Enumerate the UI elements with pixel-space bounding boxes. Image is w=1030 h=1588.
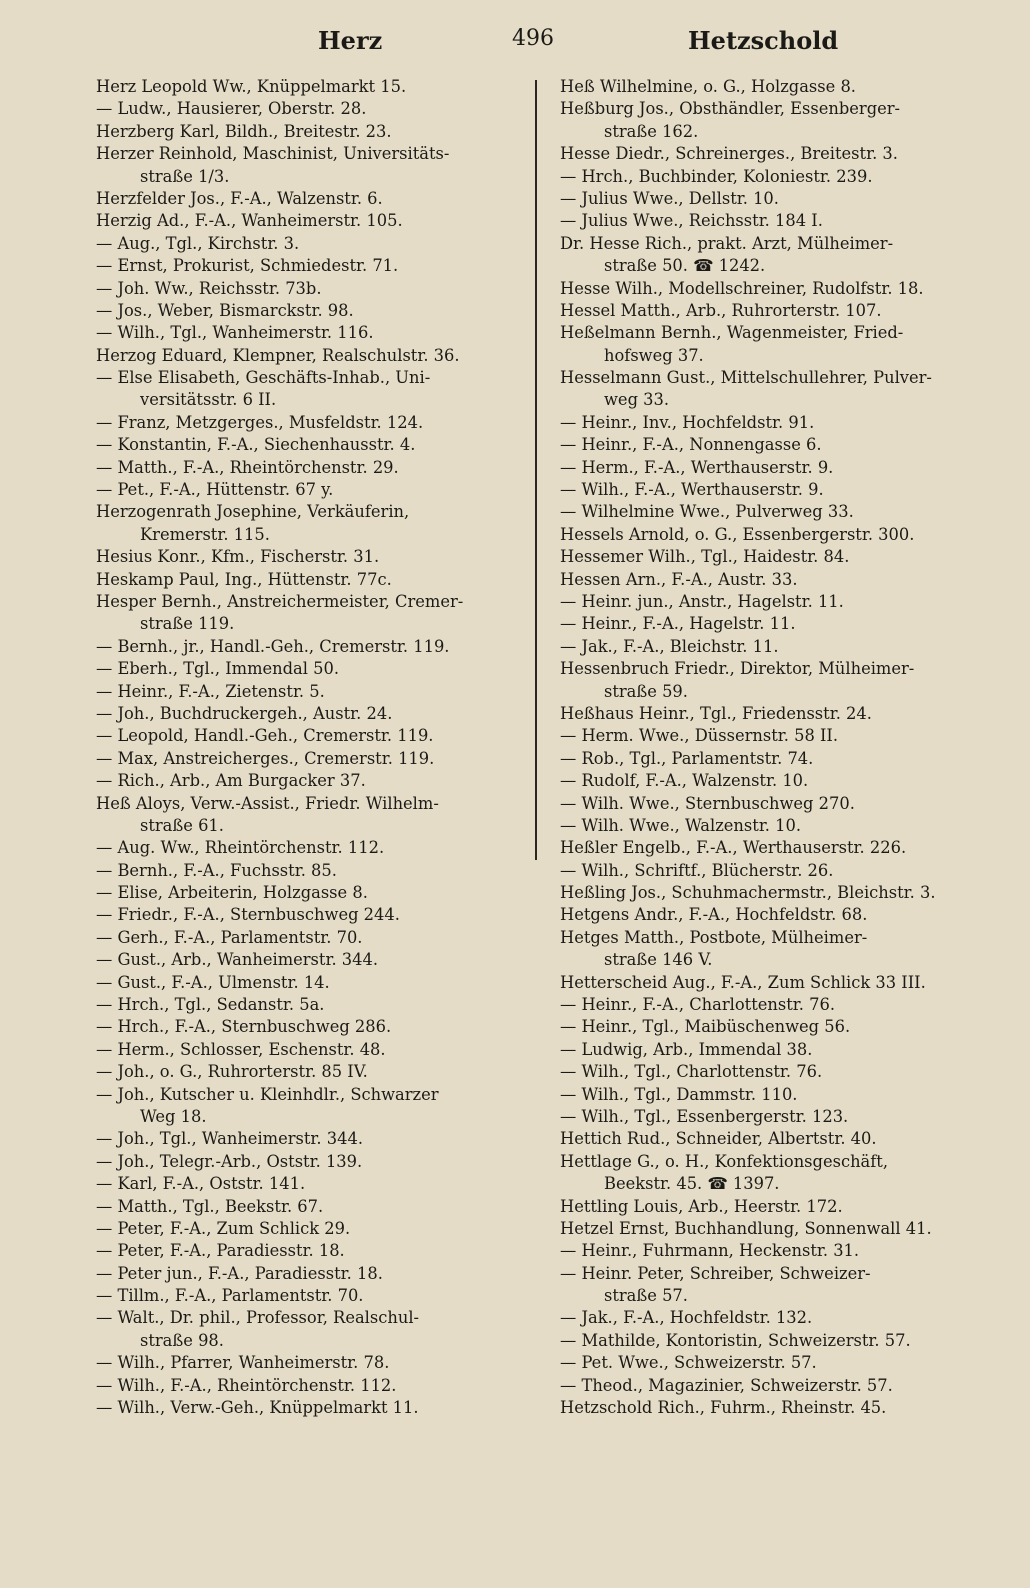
directory-entry: — Hrch., Tgl., Sedanstr. 5a.	[96, 995, 325, 1015]
directory-entry: Dr. Hesse Rich., prakt. Arzt, Mülheimer-	[560, 233, 894, 253]
directory-entry: — Peter jun., F.-A., Paradiesstr. 18.	[96, 1263, 383, 1283]
directory-entry: — Joh., Tgl., Wanheimerstr. 344.	[96, 1129, 364, 1149]
directory-entry: Hetges Matth., Postbote, Mülheimer-	[560, 927, 868, 947]
directory-entry: Hetgens Andr., F.-A., Hochfeldstr. 68.	[560, 905, 868, 925]
directory-entry: — Heinr., F.-A., Nonnengasse 6.	[560, 435, 822, 455]
entry-continuation: versitätsstr. 6 II.	[140, 390, 277, 410]
directory-entry: Heßling Jos., Schuhmachermstr., Bleichstr. 3.	[560, 883, 936, 903]
entry-continuation: straße 146 V.	[604, 950, 713, 970]
directory-entry: — Konstantin, F.-A., Siechenhausstr. 4.	[96, 435, 416, 455]
directory-entry: — Pet., F.-A., Hüttenstr. 67 y.	[96, 480, 334, 500]
directory-entry: — Else Elisabeth, Geschäfts-Inhab., Uni-	[96, 368, 431, 388]
directory-entry: — Jak., F.-A., Hochfeldstr. 132.	[560, 1308, 813, 1328]
directory-entry: — Ludw., Hausierer, Oberstr. 28.	[96, 99, 367, 119]
directory-entry: — Heinr., F.-A., Zietenstr. 5.	[96, 681, 325, 701]
directory-entry: — Wilh., Tgl., Essenbergerstr. 123.	[560, 1106, 849, 1126]
directory-entry: Hetterscheid Aug., F.-A., Zum Schlick 33 III.	[560, 972, 926, 992]
directory-entry: Hesius Konr., Kfm., Fischerstr. 31.	[96, 547, 380, 567]
directory-entry: — Bernh., F.-A., Fuchsstr. 85.	[96, 860, 337, 880]
directory-entry: — Friedr., F.-A., Sternbuschweg 244.	[96, 905, 400, 925]
directory-entry: — Hrch., Buchbinder, Koloniestr. 239.	[560, 166, 873, 186]
directory-entry: Hessen Arn., F.-A., Austr. 33.	[560, 569, 798, 589]
left-column	[96, 76, 536, 1419]
directory-entry: — Max, Anstreicherges., Cremerstr. 119.	[96, 748, 435, 768]
directory-entry: — Joh., Kutscher u. Kleinhdlr., Schwarzer	[96, 1084, 439, 1104]
directory-entry: — Julius Wwe., Dellstr. 10.	[560, 188, 779, 208]
entry-continuation: weg 33.	[604, 390, 670, 410]
directory-entry: Hettlage G., o. H., Konfektionsgeschäft,	[560, 1151, 889, 1171]
directory-entry: Heßler Engelb., F.-A., Werthauserstr. 226.	[560, 838, 907, 858]
directory-entry: — Walt., Dr. phil., Professor, Realschul-	[96, 1308, 420, 1328]
directory-entry: Herzogenrath Josephine, Verkäuferin,	[96, 502, 410, 522]
entry-continuation: straße 119.	[140, 614, 235, 634]
directory-entry: — Peter, F.-A., Zum Schlick 29.	[96, 1218, 351, 1238]
directory-entry: Herzberg Karl, Bildh., Breitestr. 23.	[96, 121, 392, 141]
entry-continuation: hofsweg 37.	[604, 345, 704, 365]
directory-entry: — Karl, F.-A., Oststr. 141.	[96, 1174, 306, 1194]
directory-entry: — Julius Wwe., Reichsstr. 184 I.	[560, 211, 823, 231]
directory-entry: — Herm., Schlosser, Eschenstr. 48.	[96, 1039, 386, 1059]
directory-entry: — Rudolf, F.-A., Walzenstr. 10.	[560, 771, 809, 791]
header-last-entry: Hetzschold	[688, 26, 839, 55]
entry-continuation: Beekstr. 45. ☎ 1397.	[604, 1174, 780, 1194]
directory-entry: — Theod., Magazinier, Schweizerstr. 57.	[560, 1375, 893, 1395]
directory-entry: — Peter, F.-A., Paradiesstr. 18.	[96, 1241, 345, 1261]
directory-entry: — Gust., Arb., Wanheimerstr. 344.	[96, 950, 379, 970]
directory-entry: — Hrch., F.-A., Sternbuschweg 286.	[96, 1017, 392, 1037]
directory-entry: — Aug. Ww., Rheintörchenstr. 112.	[96, 838, 385, 858]
directory-entry: — Heinr., Tgl., Maibüschenweg 56.	[560, 1017, 851, 1037]
directory-entry: Hetzel Ernst, Buchhandlung, Sonnenwall 41.	[560, 1218, 932, 1238]
directory-entry: — Jak., F.-A., Bleichstr. 11.	[560, 636, 779, 656]
directory-entry: — Heinr. jun., Anstr., Hagelstr. 11.	[560, 591, 844, 611]
directory-entry: Hessemer Wilh., Tgl., Haidestr. 84.	[560, 547, 850, 567]
directory-entry: Hessel Matth., Arb., Ruhrorterstr. 107.	[560, 300, 882, 320]
directory-entry: — Leopold, Handl.-Geh., Cremerstr. 119.	[96, 726, 434, 746]
directory-entry: — Ernst, Prokurist, Schmiedestr. 71.	[96, 256, 399, 276]
directory-entry: Herzfelder Jos., F.-A., Walzenstr. 6.	[96, 188, 383, 208]
directory-entry: — Ludwig, Arb., Immendal 38.	[560, 1039, 813, 1059]
directory-entry: — Eberh., Tgl., Immendal 50.	[96, 659, 340, 679]
directory-entry: — Bernh., jr., Handl.-Geh., Cremerstr. 119.	[96, 636, 450, 656]
directory-entry: Hesselmann Gust., Mittelschullehrer, Pulver-	[560, 368, 932, 388]
directory-entry: — Wilh., Tgl., Wanheimerstr. 116.	[96, 323, 374, 343]
directory-entry: — Heinr., F.-A., Hagelstr. 11.	[560, 614, 796, 634]
entry-continuation: straße 1/3.	[140, 166, 230, 186]
directory-entry: — Wilh., Pfarrer, Wanheimerstr. 78.	[96, 1353, 390, 1373]
directory-entry: Heßhaus Heinr., Tgl., Friedensstr. 24.	[560, 703, 872, 723]
directory-entry: — Tillm., F.-A., Parlamentstr. 70.	[96, 1286, 364, 1306]
page-header	[0, 26, 1030, 62]
directory-entry: — Jos., Weber, Bismarckstr. 98.	[96, 300, 354, 320]
directory-entry: — Elise, Arbeiterin, Holzgasse 8.	[96, 883, 368, 903]
directory-entry: Heß Aloys, Verw.-Assist., Friedr. Wilhelm-	[96, 793, 439, 813]
header-first-entry: Herz	[318, 26, 383, 55]
directory-entry: Hettich Rud., Schneider, Albertstr. 40.	[560, 1129, 877, 1149]
directory-entry: — Mathilde, Kontoristin, Schweizerstr. 57.	[560, 1330, 911, 1350]
directory-entry: — Rich., Arb., Am Burgacker 37.	[96, 771, 366, 791]
page-number: 496	[512, 26, 554, 51]
entry-continuation: Weg 18.	[140, 1106, 207, 1126]
directory-entry: Herzog Eduard, Klempner, Realschulstr. 36.	[96, 345, 460, 365]
directory-entry: — Wilh., Tgl., Charlottenstr. 76.	[560, 1062, 823, 1082]
entry-continuation: straße 162.	[604, 121, 699, 141]
right-column	[560, 76, 1000, 1419]
directory-entry: Herz Leopold Ww., Knüppelmarkt 15.	[96, 77, 407, 96]
directory-entry: Heßelmann Bernh., Wagenmeister, Fried-	[560, 323, 904, 343]
directory-entry: Hettling Louis, Arb., Heerstr. 172.	[560, 1196, 843, 1216]
directory-entry: — Pet. Wwe., Schweizerstr. 57.	[560, 1353, 817, 1373]
directory-entry: Hessenbruch Friedr., Direktor, Mülheimer-	[560, 659, 915, 679]
directory-entry: — Wilh. Wwe., Walzenstr. 10.	[560, 815, 802, 835]
directory-entry: Hetzschold Rich., Fuhrm., Rheinstr. 45.	[560, 1398, 887, 1418]
directory-entry: — Herm. Wwe., Düssernstr. 58 II.	[560, 726, 839, 746]
directory-entry: Hesse Diedr., Schreinerges., Breitestr. 3.	[560, 144, 898, 164]
directory-entry: — Rob., Tgl., Parlamentstr. 74.	[560, 748, 814, 768]
entry-continuation: straße 98.	[140, 1330, 224, 1350]
entry-continuation: straße 50. ☎ 1242.	[604, 256, 766, 276]
directory-entry: Hesper Bernh., Anstreichermeister, Cremer-	[96, 591, 464, 611]
directory-entry: — Joh., Buchdruckergeh., Austr. 24.	[96, 703, 393, 723]
directory-entry: Heßburg Jos., Obsthändler, Essenberger-	[560, 99, 901, 119]
entry-continuation: Kremerstr. 115.	[140, 524, 270, 544]
directory-entry: — Heinr., F.-A., Charlottenstr. 76.	[560, 995, 836, 1015]
directory-entry: — Wilh., Verw.-Geh., Knüppelmarkt 11.	[96, 1398, 419, 1418]
directory-entry: — Heinr. Peter, Schreiber, Schweizer-	[560, 1263, 871, 1283]
directory-entry: Herzer Reinhold, Maschinist, Universitäts-	[96, 144, 450, 164]
directory-entry: — Gust., F.-A., Ulmenstr. 14.	[96, 972, 330, 992]
entry-continuation: straße 57.	[604, 1286, 688, 1306]
directory-entry: — Wilh., Tgl., Dammstr. 110.	[560, 1084, 798, 1104]
directory-entry: — Matth., F.-A., Rheintörchenstr. 29.	[96, 457, 399, 477]
directory-entry: — Herm., F.-A., Werthauserstr. 9.	[560, 457, 834, 477]
directory-entry: — Joh. Ww., Reichsstr. 73b.	[96, 278, 322, 298]
directory-entry: Heskamp Paul, Ing., Hüttenstr. 77c.	[96, 569, 392, 589]
directory-entry: — Wilh. Wwe., Sternbuschweg 270.	[560, 793, 855, 813]
directory-entry: Herzig Ad., F.-A., Wanheimerstr. 105.	[96, 211, 403, 231]
directory-entry: — Joh., Telegr.-Arb., Oststr. 139.	[96, 1151, 363, 1171]
directory-entry: — Joh., o. G., Ruhrorterstr. 85 IV.	[96, 1062, 368, 1082]
directory-entry: — Franz, Metzgerges., Musfeldstr. 124.	[96, 412, 424, 432]
directory-entry: — Wilh., F.-A., Werthauserstr. 9.	[560, 480, 824, 500]
directory-entry: — Aug., Tgl., Kirchstr. 3.	[96, 233, 300, 253]
directory-entry: — Heinr., Inv., Hochfeldstr. 91.	[560, 412, 815, 432]
entry-continuation: straße 59.	[604, 681, 688, 701]
directory-entry: Hessels Arnold, o. G., Essenbergerstr. 300.	[560, 524, 915, 544]
directory-entry: Hesse Wilh., Modellschreiner, Rudolfstr. 18.	[560, 278, 924, 298]
directory-entry: — Matth., Tgl., Beekstr. 67.	[96, 1196, 324, 1216]
directory-entry: — Wilhelmine Wwe., Pulverweg 33.	[560, 502, 854, 522]
directory-entry: — Heinr., Fuhrmann, Heckenstr. 31.	[560, 1241, 860, 1261]
directory-entry: Heß Wilhelmine, o. G., Holzgasse 8.	[560, 77, 856, 96]
entry-continuation: straße 61.	[140, 815, 224, 835]
directory-entry: — Wilh., Schriftf., Blücherstr. 26.	[560, 860, 834, 880]
directory-entry: — Wilh., F.-A., Rheintörchenstr. 112.	[96, 1375, 397, 1395]
directory-entry: — Gerh., F.-A., Parlamentstr. 70.	[96, 927, 363, 947]
